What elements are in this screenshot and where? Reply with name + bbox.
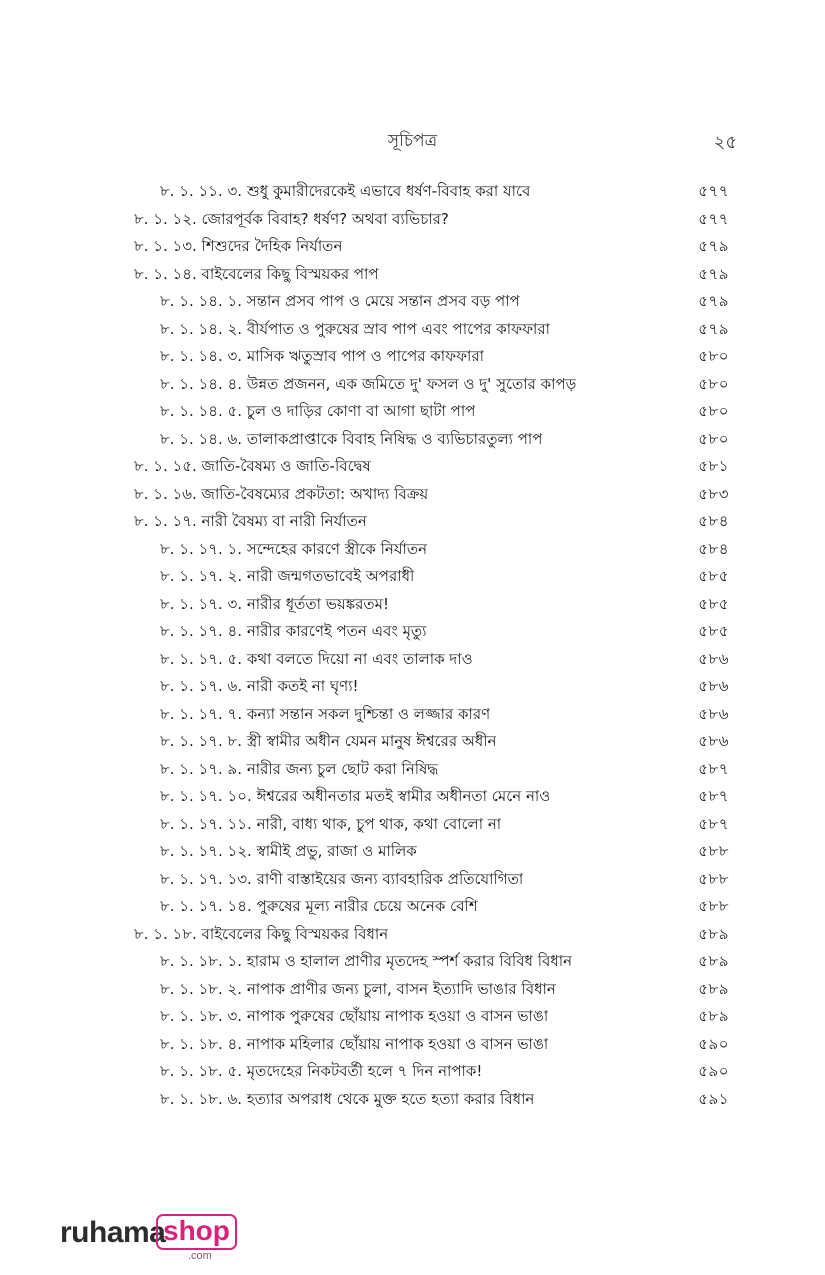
- page-title: সূচিপত্র: [387, 131, 438, 151]
- toc-entry-label: ৮. ১. ১৮. ১. হারাম ও হালাল প্রাণীর মৃতদেহ স্পর্শ করার বিবিধ বিধান: [160, 952, 573, 970]
- toc-entry-label: ৮. ১. ১৩. শিশুদের দৈহিক নির্যাতন: [134, 237, 343, 255]
- toc-entry-page: ৫৮৮: [698, 897, 729, 915]
- toc-entry-page: ৫৮৮: [698, 869, 729, 888]
- toc-entry-page: ৫৮৬: [698, 677, 729, 695]
- logo-shop-badge: shop: [156, 1214, 237, 1250]
- toc-entry: [0, 1031, 825, 1059]
- toc-entry-page: ৫৮৮: [698, 842, 729, 860]
- toc-entry: [0, 233, 825, 261]
- toc-entry-label: ৮. ১. ১৭. ১৪. পুরুষের মূল্য নারীর চেয়ে অনেক বেশি: [160, 897, 478, 915]
- toc-entry-page: ৫৮৯: [698, 979, 729, 998]
- toc-entry: [0, 398, 825, 426]
- toc-entry: [0, 728, 825, 756]
- toc-entry-label: ৮. ১. ১১. ৩. শুধু কুমারীদেরকেই এভাবে ধর্ষণ-বিবাহ করা যাবে: [160, 182, 531, 200]
- toc-entry-page: ৫৯০: [698, 1034, 729, 1053]
- toc-entry-label: ৮. ১. ১৮. ৪. নাপাক মহিলার ছোঁয়ায় নাপাক হওয়া ও বাসন ভাঙা: [160, 1034, 549, 1053]
- toc-entry: [0, 453, 825, 481]
- toc-entry: [0, 508, 825, 536]
- toc-entry: [0, 481, 825, 509]
- toc-entry-page: ৫৭৯: [698, 264, 729, 283]
- toc-entry-page: ৫৮৬: [698, 704, 729, 723]
- toc-entry: [0, 426, 825, 454]
- ruhama-shop-logo: [60, 1212, 260, 1262]
- toc-entry-label: ৮. ১. ১৭. ১০. ঈশ্বরের অধীনতার মতই স্বামীর অধীনতা মেনে নাও: [160, 787, 551, 805]
- toc-entry-page: ৫৭৭: [698, 182, 729, 200]
- toc-entry-label: ৮. ১. ১২. জোরপূর্বক বিবাহ? ধর্ষণ? অথবা ব্যভিচার?: [134, 209, 449, 228]
- toc-entry-label: ৮. ১. ১৮. ৫. মৃতদেহের নিকটবর্তী হলে ৭ দিন নাপাক!: [160, 1062, 483, 1080]
- toc-entry-page: ৫৮৯: [698, 952, 729, 970]
- toc-entry-label: ৮. ১. ১৪. বাইবেলের কিছু বিস্ময়কর পাপ: [134, 264, 379, 283]
- toc-entry-label: ৮. ১. ১৭. ১২. স্বামীই প্রভু, রাজা ও মালিক: [160, 842, 417, 860]
- toc-entry: [0, 1003, 825, 1031]
- toc-entry-label: ৮. ১. ১৭. ৪. নারীর কারণেই পতন এবং মৃত্যু: [160, 622, 427, 640]
- toc-entry-label: ৮. ১. ১৭. নারী বৈষম্য বা নারী নির্যাতন: [134, 512, 367, 530]
- toc-entry: [0, 921, 825, 949]
- toc-entry: [0, 261, 825, 289]
- page-number: ২৫: [713, 132, 737, 153]
- toc-entry-page: ৫৮১: [698, 457, 729, 475]
- toc-entry: [0, 893, 825, 921]
- toc-entry: [0, 536, 825, 564]
- toc-entry-page: ৫৮৬: [698, 649, 729, 668]
- toc-entry-page: ৫৮৬: [698, 732, 729, 750]
- toc-entry: [0, 343, 825, 371]
- toc-entry-label: ৮. ১. ১৭. ৫. কথা বলতে দিয়ো না এবং তালাক দাও: [160, 649, 473, 668]
- table-of-contents: [0, 178, 825, 1113]
- toc-entry-label: ৮. ১. ১৮. ৬. হত্যার অপরাধ থেকে মুক্ত হতে হত্যা করার বিধান: [160, 1089, 535, 1108]
- toc-entry: [0, 811, 825, 839]
- toc-entry-label: ৮. ১. ১৪. ৬. তালাকপ্রাপ্তাকে বিবাহ নিষিদ্ধ ও ব্যভিচারতুল্য পাপ: [160, 429, 543, 448]
- toc-entry-page: ৫৮৯: [698, 924, 729, 943]
- toc-entry-page: ৫৮০: [698, 429, 729, 448]
- toc-entry-label: ৮. ১. ১৪. ৪. উন্নত প্রজনন, এক জমিতে দু' ফসল ও দু' সুতোর কাপড়: [160, 374, 577, 393]
- toc-entry-label: ৮. ১. ১৭. ৩. নারীর ধূর্ততা ভয়ঙ্করতম!: [160, 594, 389, 613]
- toc-entry-label: ৮. ১. ১৭. ১. সন্দেহের কারণে স্ত্রীকে নির্যাতন: [160, 539, 428, 558]
- page-header: [0, 128, 825, 158]
- toc-entry-label: ৮. ১. ১৪. ৩. মাসিক ঋতুস্রাব পাপ ও পাপের কাফফারা: [160, 347, 484, 365]
- toc-entry: [0, 838, 825, 866]
- toc-entry: [0, 756, 825, 784]
- toc-entry-label: ৮. ১. ১৭. ৯. নারীর জন্য চুল ছোট করা নিষিদ্ধ: [160, 759, 439, 778]
- toc-entry: [0, 618, 825, 646]
- toc-entry-label: ৮. ১. ১৭. ৮. স্ত্রী স্বামীর অধীন যেমন মানুষ ঈশ্বরের অধীন: [160, 732, 497, 750]
- toc-entry: [0, 178, 825, 206]
- logo-word: ruhama: [60, 1216, 166, 1249]
- toc-entry-label: ৮. ১. ১৭. ৭. কন্যা সন্তান সকল দুশ্চিন্তা ও লজ্জার কারণ: [160, 704, 491, 723]
- toc-entry-label: ৮. ১. ১৪. ১. সন্তান প্রসব পাপ ও মেয়ে সন্তান প্রসব বড় পাপ: [160, 292, 520, 310]
- toc-entry: [0, 591, 825, 619]
- toc-entry-page: ৫৯১: [698, 1089, 729, 1108]
- toc-entry-label: ৮. ১. ১৭. ১৩. রাণী বাস্তাইয়ের জন্য ব্যাবহারিক প্রতিযোগিতা: [160, 869, 524, 888]
- toc-entry-page: ৫৮৭: [698, 787, 729, 805]
- toc-entry: [0, 701, 825, 729]
- toc-entry-page: ৫৮০: [698, 374, 729, 393]
- toc-entry: [0, 288, 825, 316]
- toc-entry-page: ৫৮৪: [698, 539, 729, 558]
- toc-entry-page: ৫৮৫: [698, 622, 729, 640]
- toc-entry: [0, 646, 825, 674]
- toc-entry-label: ৮. ১. ১৭. ২. নারী জন্মগতভাবেই অপরাধী: [160, 567, 415, 585]
- toc-entry-page: ৫৭৭: [698, 209, 729, 228]
- toc-entry-page: ৫৯০: [698, 1062, 729, 1080]
- toc-entry-label: ৮. ১. ১৫. জাতি-বৈষম্য ও জাতি-বিদ্বেষ: [134, 457, 371, 475]
- toc-entry-page: ৫৮০: [698, 347, 729, 365]
- logo-domain: .com: [188, 1250, 212, 1262]
- toc-entry-page: ৫৮৩: [698, 484, 729, 503]
- toc-entry: [0, 563, 825, 591]
- toc-entry: [0, 976, 825, 1004]
- toc-entry: [0, 673, 825, 701]
- toc-entry-label: ৮. ১. ১৪. ২. বীর্যপাত ও পুরুষের স্রাব পাপ এবং পাপের কাফফারা: [160, 319, 551, 338]
- toc-entry-label: ৮. ১. ১৪. ৫. চুল ও দাড়ির কোণা বা আগা ছাটা পাপ: [160, 402, 476, 420]
- toc-entry: [0, 866, 825, 894]
- toc-entry-label: ৮. ১. ১৭. ১১. নারী, বাধ্য থাক, চুপ থাক, কথা বোলো না: [160, 814, 502, 833]
- toc-entry: [0, 1058, 825, 1086]
- toc-entry-label: ৮. ১. ১৮. ৩. নাপাক পুরুষের ছোঁয়ায় নাপাক হওয়া ও বাসন ভাঙা: [160, 1007, 549, 1025]
- toc-entry-page: ৫৭৯: [698, 237, 729, 255]
- toc-entry-page: ৫৭৯: [698, 292, 729, 310]
- toc-entry-label: ৮. ১. ১৮. বাইবেলের কিছু বিস্ময়কর বিধান: [134, 924, 389, 943]
- toc-entry: [0, 1086, 825, 1114]
- toc-entry-page: ৫৮৭: [698, 759, 729, 778]
- toc-entry-page: ৫৮৯: [698, 1007, 729, 1025]
- toc-entry-label: ৮. ১. ১৮. ২. নাপাক প্রাণীর জন্য চুলা, বাসন ইত্যাদি ভাঙার বিধান: [160, 979, 556, 998]
- toc-entry-page: ৫৮০: [698, 402, 729, 420]
- toc-entry-page: ৫৮৫: [698, 567, 729, 585]
- toc-entry: [0, 948, 825, 976]
- toc-entry-page: ৫৮৫: [698, 594, 729, 613]
- toc-entry-page: ৫৮৪: [698, 512, 729, 530]
- toc-entry-label: ৮. ১. ১৬. জাতি-বৈষম্যের প্রকটতা: অখাদ্য বিক্রয়: [134, 484, 429, 503]
- toc-entry-label: ৮. ১. ১৭. ৬. নারী কতই না ঘৃণ্য!: [160, 677, 359, 695]
- toc-entry: [0, 316, 825, 344]
- toc-entry: [0, 206, 825, 234]
- toc-entry-page: ৫৮৭: [698, 814, 729, 833]
- toc-entry: [0, 371, 825, 399]
- toc-entry: [0, 783, 825, 811]
- toc-entry-page: ৫৭৯: [698, 319, 729, 338]
